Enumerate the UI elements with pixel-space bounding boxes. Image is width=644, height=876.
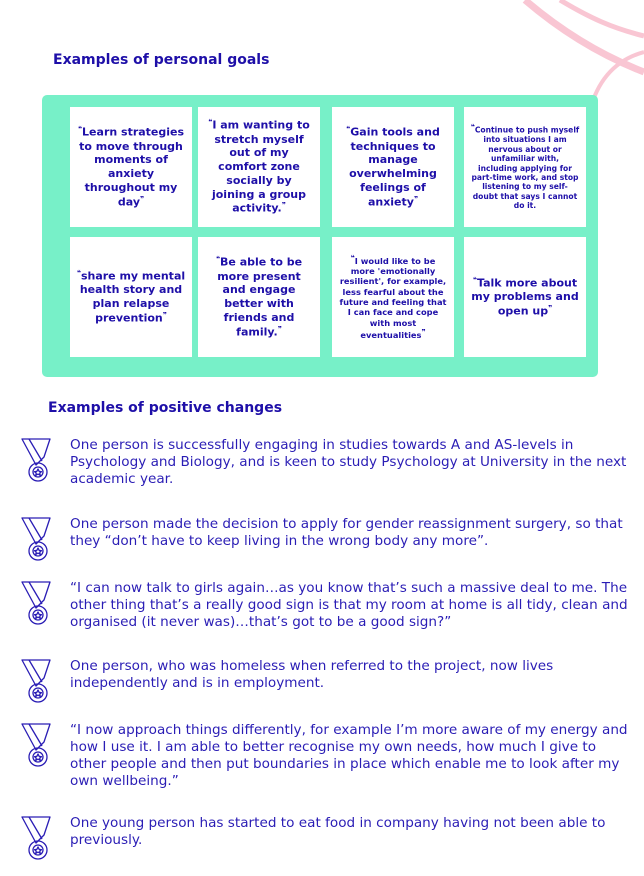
- list-item: [20, 658, 630, 706]
- medal-icon: [20, 514, 64, 564]
- change-text: “I can now talk to girls again…as you know that’s such a massive deal to me. The other thing that’s a really good sign is that my room at home is all tidy, clean and organised (it never was)…that’s got to be a good sign?”: [70, 580, 628, 630]
- goal-card: ❝I am wanting to stretch myself out of my comfort zone socially by joining a group activity.❞: [198, 107, 320, 227]
- list-item: [20, 516, 630, 564]
- medal-icon: [20, 656, 64, 706]
- change-text: One person made the decision to apply for gender reassignment surgery, so that they “don’t have to keep living in the wrong body any more”.: [70, 516, 623, 549]
- list-item: [20, 722, 630, 790]
- quote-icon: ❝: [208, 118, 213, 127]
- quote-icon: ❝: [215, 255, 221, 264]
- medal-icon: [20, 813, 64, 863]
- goal-card: ❝Talk more about my problems and open up❞: [464, 237, 586, 357]
- change-text: “I now approach things differently, for example I’m more aware of my energy and how I use it. I am able to better recognise my own needs, how much I give to other people and then put boundaries in place which enable me to look after my own wellbeing.”: [70, 722, 628, 789]
- quote-icon: ❝: [77, 125, 83, 134]
- changes-heading: Examples of positive changes: [48, 400, 283, 416]
- medal-icon: [20, 720, 64, 770]
- quote-icon: ❝: [346, 125, 351, 134]
- quote-icon: ❞: [140, 194, 145, 203]
- goal-card: ❝Continue to push myself into situations I am nervous about or unfamiliar with, including applying for part-time work, and stop listening to my self-doubt that says I cannot do it.: [464, 107, 586, 227]
- quote-icon: ❞: [421, 328, 426, 337]
- change-text: One person is successfully engaging in studies towards A and AS-levels in Psychology and Biology, and is keen to study Psychology at University in the next academic year.: [70, 437, 627, 487]
- goals-heading: Examples of personal goals: [53, 52, 270, 68]
- quote-icon: ❞: [413, 194, 419, 203]
- goal-card: ❝Be able to be more present and engage better with friends and family.❞: [198, 237, 320, 357]
- goal-card: ❝I would like to be more 'emotionally resilient', for example, less fearful about the future and feeling that I can face and cope with most eventualities❞: [332, 237, 454, 357]
- medal-icon: [20, 578, 64, 628]
- change-text: One person, who was homeless when referred to the project, now lives independently and is in employment.: [70, 658, 554, 691]
- list-item: [20, 815, 630, 863]
- list-item: [20, 580, 630, 631]
- quote-icon: ❝: [76, 268, 81, 277]
- quote-icon: ❞: [162, 310, 167, 319]
- goal-card: ❝share my mental health story and plan relapse prevention❞: [70, 237, 192, 357]
- goal-card: ❝Learn strategies to move through moments of anxiety throughout my day❞: [70, 107, 192, 227]
- quote-icon: ❞: [277, 324, 282, 333]
- goal-card: ❝Gain tools and techniques to manage overwhelming feelings of anxiety❞: [332, 107, 454, 227]
- list-item: [20, 437, 630, 488]
- quote-icon: ❞: [548, 303, 553, 312]
- change-text: One young person has started to eat food in company having not been able to previously.: [70, 815, 606, 848]
- quote-icon: ❞: [281, 201, 286, 210]
- goals-frame: [42, 95, 598, 377]
- quote-icon: ❝: [470, 123, 475, 132]
- medal-icon: [20, 435, 64, 485]
- quote-icon: ❝: [472, 275, 477, 284]
- quote-icon: ❝: [350, 253, 355, 262]
